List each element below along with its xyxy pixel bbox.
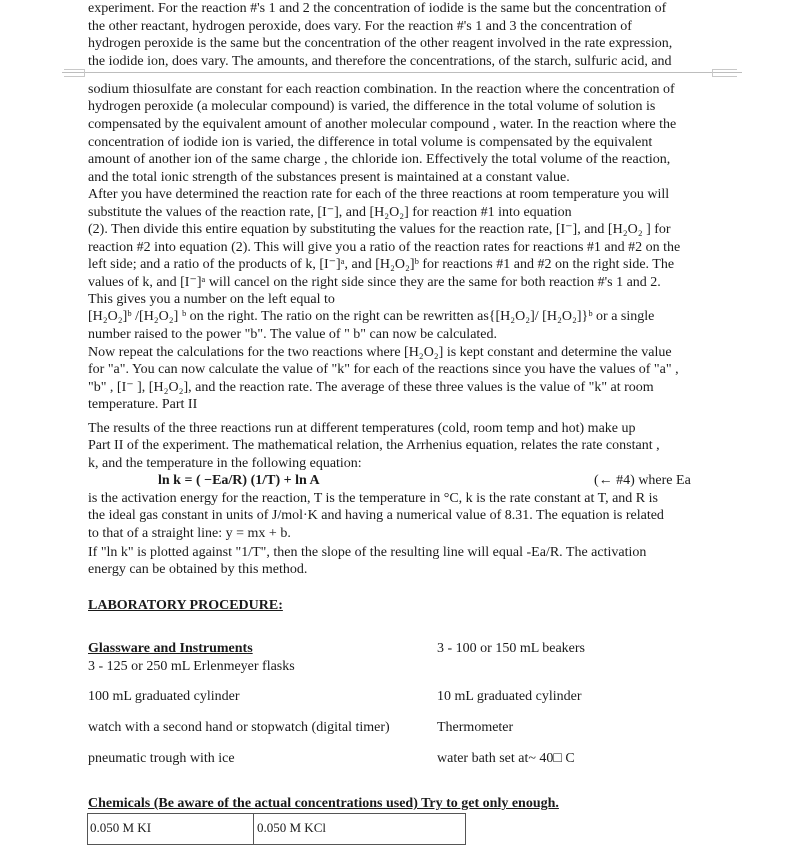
text-line: experiment. For the reaction #'s 1 and 2 the concentration of iodide is the same but the concentration of <box>88 1 667 16</box>
glassware-item: 3 - 125 or 250 mL Erlenmeyer flasks <box>88 659 295 674</box>
text-line: reaction #2 into equation (2). This will give you a ratio of the reaction rates for reactions #1 and #2 on the <box>88 240 681 255</box>
text-line: If "ln k" is plotted against "1/T", then the slope of the resulting line will equal -Ea/R. The activation <box>88 545 647 560</box>
text-line: The results of the three reactions run at different temperatures (cold, room temp and hot) make up <box>88 421 636 436</box>
text-line: energy can be obtained by this method. <box>88 562 308 577</box>
text-line: temperature. Part II <box>88 397 198 412</box>
chemicals-table <box>87 813 466 845</box>
table-cell: 0.050 M KCl <box>257 820 326 835</box>
text-line: Now repeat the calculations for the two reactions where [H₂O₂] is kept constant and determine the value <box>88 345 672 360</box>
text-line: Part II of the experiment. The mathematical relation, the Arrhenius equation, relates the rate constant , <box>88 438 660 453</box>
glassware-item: Thermometer <box>437 720 514 735</box>
text-line: the other reactant, hydrogen peroxide, does vary. For the reaction #'s 1 and 3 the concentration of <box>88 19 632 34</box>
margin-marker-right <box>712 69 737 77</box>
glassware-item: 100 mL graduated cylinder <box>88 689 240 704</box>
procedure-heading: LABORATORY PROCEDURE: <box>88 598 283 613</box>
text-line: sodium thiosulfate are constant for each reaction combination. In the reaction where the concentration of <box>88 82 675 97</box>
glassware-item: watch with a second hand or stopwatch (digital timer) <box>88 720 390 735</box>
glassware-item: water bath set at~ 40□ C <box>437 751 575 766</box>
text-line: left side; and a ratio of the products of k, [I⁻]ᵃ, and [H₂O₂]ᵇ for reactions #1 and #2 on the right side. The <box>88 257 675 272</box>
glassware-item: pneumatic trough with ice <box>88 751 235 766</box>
text-line: substitute the values of the reaction rate, [I⁻], and [H₂O₂] for reaction #1 into equation <box>88 205 572 220</box>
margin-marker-left <box>64 69 85 77</box>
table-divider <box>253 814 254 844</box>
arrhenius-equation: ln k = ( −Ea/R) (1/T) + ln A <box>158 473 320 488</box>
equation-reference: (← #4) where Ea <box>594 473 691 488</box>
text-line: compensated by the equivalent amount of another molecular compound , water. In the reaction where the <box>88 117 677 132</box>
text-line: hydrogen peroxide (a molecular compound) is varied, the difference in the total volume of solution is <box>88 99 656 114</box>
text-line: (2). Then divide this entire equation by substituting the values for the reaction rate, [I⁻], and [H₂O₂ ] for <box>88 222 671 237</box>
glassware-item: 3 - 100 or 150 mL beakers <box>437 641 585 656</box>
text-line: the iodide ion, does vary. The amounts, and therefore the concentrations, of the starch, sulfuric acid, and <box>88 54 672 69</box>
text-line: number raised to the power "b". The value of " b" can now be calculated. <box>88 327 498 342</box>
text-line: concentration of iodide ion is varied, the difference in total volume is compensated by the equivalent <box>88 135 653 150</box>
text-line: k, and the temperature in the following equation: <box>88 456 362 471</box>
text-line: the ideal gas constant in units of J/mol·K and having a numerical value of 8.31. The equation is related <box>88 508 664 523</box>
page-break-line <box>62 72 742 73</box>
text-line: [H₂O₂]ᵇ /[H₂O₂] ᵇ on the right. The ratio on the right can be rewritten as{[H₂O₂]/ [H₂O₂]}ᵇ or a single <box>88 309 655 324</box>
text-line: amount of another ion of the same charge , the chloride ion. Effectively the total volume of the reaction, <box>88 152 671 167</box>
text-line: After you have determined the reaction rate for each of the three reactions at room temperature you will <box>88 187 670 202</box>
text-line: to that of a straight line: y = mx + b. <box>88 526 291 541</box>
text-line: is the activation energy for the reaction, T is the temperature in °C, k is the rate constant at T, and R is <box>88 491 658 506</box>
text-line: for "a". You can now calculate the value of "k" for each of the reactions since you have the values of "a" , <box>88 362 679 377</box>
text-line: "b" , [I⁻ ], [H₂O₂], and the reaction rate. The average of these three values is the value of "k" at room <box>88 380 654 395</box>
table-cell: 0.050 M KI <box>90 820 152 835</box>
glassware-heading: Glassware and Instruments <box>88 641 253 656</box>
text-line: hydrogen peroxide is the same but the concentration of the other reagent involved in the rate expression, <box>88 36 673 51</box>
chemicals-heading: Chemicals (Be aware of the actual concentrations used) Try to get only enough. <box>88 796 559 811</box>
glassware-item: 10 mL graduated cylinder <box>437 689 582 704</box>
text-line: values of k, and [I⁻]ᵃ will cancel on the right side since they are the same for both reaction #'s 1 and 2. <box>88 275 661 290</box>
text-line: This gives you a number on the left equal to <box>88 292 335 307</box>
text-line: and the total ionic strength of the substances present is maintained at a constant value. <box>88 170 570 185</box>
